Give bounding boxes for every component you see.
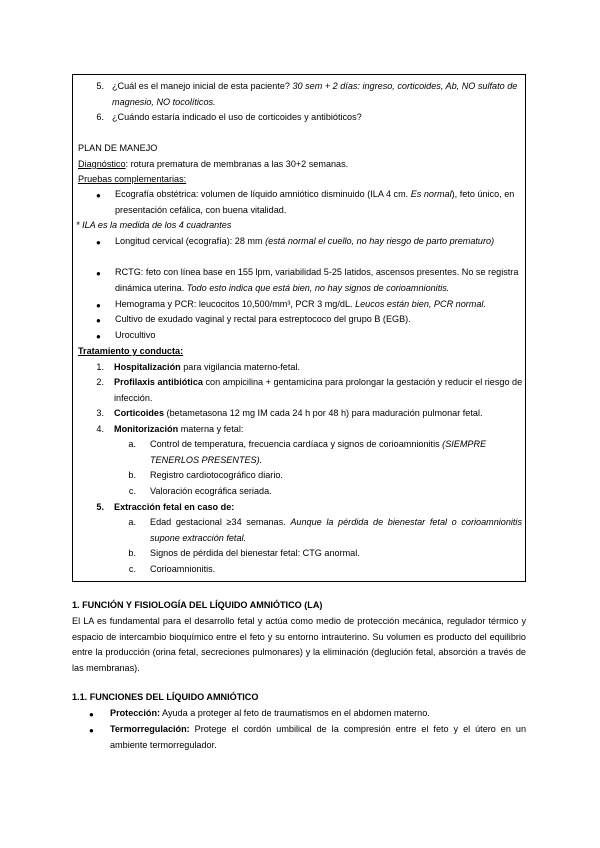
function-item: Termorregulación: Protege el cordón umbilical de la compresión entre el feto y el útero en un ambiente termorregulador. [110, 724, 526, 750]
question-text: ¿Cuál es el manejo inicial de esta paciente? [112, 81, 293, 91]
question-5 [112, 79, 520, 110]
sub-letter: c. [128, 486, 136, 496]
diagnosis-text: : rotura prematura de membranas a las 30+2 semanas. [125, 159, 349, 169]
bullet-icon: ● [89, 726, 94, 735]
bullet-icon: ● [89, 710, 94, 719]
extraction-item: Edad gestacional ≥34 semanas. Aunque la pérdida de bienestar fetal o corioamnionitis supone extracción fetal. [150, 517, 523, 543]
question-answer: 30 sem + 2 días: ingreso, corticoides, Ab, NO sulfato de magnesio, NO tocolíticos. [112, 81, 518, 107]
bullet-icon: ● [96, 332, 101, 341]
bullet-icon: ● [96, 191, 101, 200]
treatment-number: 1. [96, 362, 104, 372]
test-item: RCTG: feto con línea base en 155 lpm, variabilidad 5-25 latidos, ascensos presentes. No se registra dinámica uterina. Todo esto indica que está bien, no hay signos de corioamnionitis. [115, 267, 519, 293]
sub-letter: b. [128, 470, 136, 480]
test-item-eco: Ecografía obstétrica: volumen de líquido amniótico disminuido (ILA 4 cm. Es normal), feto único, en presentación cefálica, con buena vitalidad. [115, 189, 515, 215]
tests-heading [78, 172, 186, 188]
sub-letter: c. [128, 564, 136, 574]
bullet-icon: ● [96, 238, 101, 247]
test-item: Cultivo de exudado vaginal y rectal para estreptococo del grupo B (EGB). [115, 314, 411, 324]
treatment-number: 3. [96, 408, 104, 418]
monitoring-item: Valoración ecográfica seriada. [150, 486, 272, 496]
plan-title: PLAN DE MANEJO [78, 143, 158, 153]
extraction-item: Corioamnionitis. [150, 564, 216, 574]
extraction-heading: Extracción fetal en caso de: [114, 502, 235, 512]
treatment-number: 4. [96, 424, 104, 434]
treatment-item: Hospitalización para vigilancia materno-fetal. [114, 362, 300, 372]
section-heading: 1. FUNCIÓN Y FISIOLOGÍA DEL LÍQUIDO AMNIÓTICO (LA) [72, 600, 323, 610]
section-paragraph: El LA es fundamental para el desarrollo fetal y actúa como medio de protección mecánica, regulador térmico y espacio de intercambio bioquímico entre el feto y su entorno intrauterino. Su volumen es producto del equilibrio entre la producción (orina fetal, secreciones pulmonares) y la eliminación (deglución fetal, absorción a través de las membranas). [72, 616, 526, 673]
tests-label: Pruebas complementarias: [78, 174, 187, 184]
sub-letter: a. [128, 439, 136, 449]
treatment-item: Monitorización materna y fetal: [114, 424, 244, 434]
test-item: Hemograma y PCR: leucocitos 10,500/mm³, PCR 3 mg/dL. Leucos están bien, PCR normal. [115, 299, 486, 309]
monitoring-item: Control de temperatura, frecuencia cardíaca y signos de corioamnionitis (SIEMPRE TENERLOS PRESENTES). [150, 439, 487, 465]
question-number: 6. [96, 112, 104, 122]
question-number: 5. [96, 81, 104, 91]
test-item: Urocultivo [115, 330, 156, 340]
sub-letter: b. [128, 548, 136, 558]
monitoring-item: Registro cardiotocográfico diario. [150, 470, 283, 480]
function-item: Protección: Ayuda a proteger al feto de traumatismos en el abdomen materno. [110, 708, 430, 718]
diagnosis-label: Diagnóstico [78, 159, 126, 169]
bullet-icon: ● [96, 269, 101, 278]
treatment-label: Tratamiento y conducta: [78, 346, 184, 356]
bullet-icon: ● [96, 301, 101, 310]
treatment-number: 5. [96, 502, 104, 512]
question-6: ¿Cuándo estaría indicado el uso de corticoides y antibióticos? [112, 112, 362, 122]
diagnosis-line [78, 157, 348, 173]
treatment-item: Corticoides (betametasona 12 mg IM cada 24 h por 48 h) para maduración pulmonar fetal. [114, 408, 483, 418]
ila-note: * ILA es la medida de los 4 cuadrantes [76, 220, 232, 230]
sub-letter: a. [128, 517, 136, 527]
treatment-item: Profilaxis antibiótica con ampicilina + gentamicina para prolongar la gestación y reducir el riesgo de infección. [114, 377, 523, 403]
treatment-heading [78, 344, 183, 360]
extraction-item: Signos de pérdida del bienestar fetal: CTG anormal. [150, 548, 360, 558]
test-item: Longitud cervical (ecografía): 28 mm (está normal el cuello, no hay riesgo de parto prematuro) [115, 236, 495, 246]
subsection-heading: 1.1. FUNCIONES DEL LÍQUIDO AMNIÓTICO [72, 692, 259, 702]
treatment-number: 2. [96, 377, 104, 387]
bullet-icon: ● [96, 316, 101, 325]
